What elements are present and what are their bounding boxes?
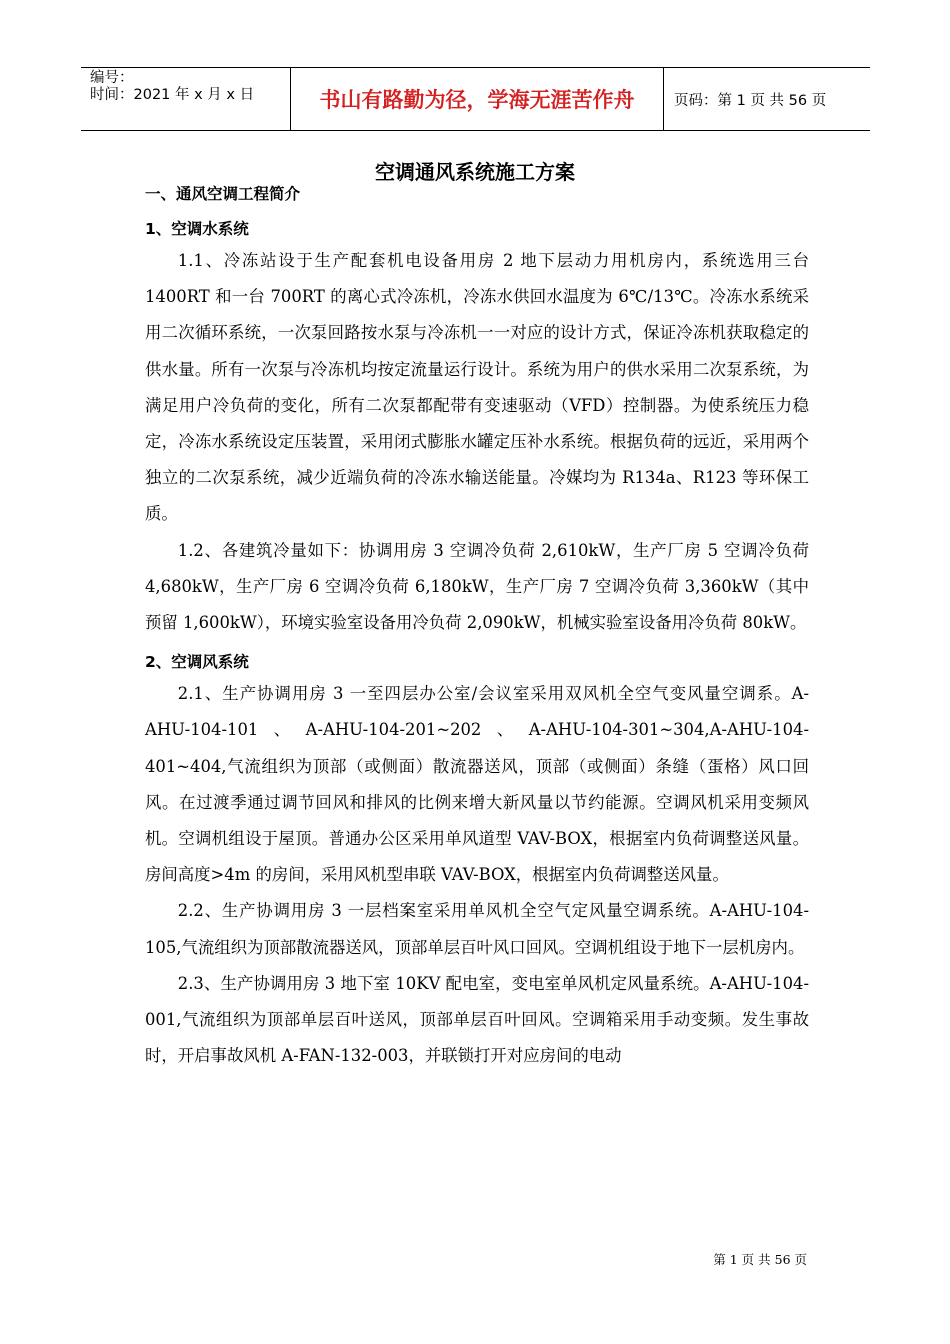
subsection-heading-water: 1、空调水系统 xyxy=(145,220,249,238)
header-meta-cell xyxy=(81,68,291,130)
subsection-heading-air: 2、空调风系统 xyxy=(145,653,249,672)
paragraph-2-3: 2.3、生产协调用房 3 地下室 10KV 配电室，变电室单风机定风量系统。A-AHU-104-001,气流组织为顶部单层百叶送风，顶部单层百叶回风。空调箱采用手动变频。发生事故时，开启事故风机 A-FAN-132-003，并联锁打开对应房间的电动 xyxy=(145,973,809,1066)
time-label: 时间：2021 年 x 月 x 日 xyxy=(90,87,255,103)
paragraph-2-1: 2.1、生产协调用房 3 一至四层办公室/会议室采用双风机全空气变风量空调系。A-AHU-104-101、A-AHU-104-201~202、A-AHU-104-301~304,A-AHU-104-401~404,气流组织为顶部（或侧面）散流器送风，顶部（或侧面）条缝（蛋格）风口回风。在过渡季通过调节回风和排风的比例来增大新风量以节约能源。空调风机采用变频风机。空调机组设于屋顶。普通办公区采用单风道型 VAV-BOX，根据室内负荷调整送风量。房间高度>4m 的房间，采用风机型串联 VAV-BOX，根据室内负荷调整送风量。 xyxy=(145,684,809,885)
paragraph-1-1: 1.1、冷冻站设于生产配套机电设备用房 2 地下层动力用机房内，系统选用三台 1400RT 和一台 700RT 的离心式冷冻机，冷冻水供回水温度为 6℃/13℃。冷冻水系统采用二次循环系统，一次泵回路按水泵与冷冻机一一对应的设计方式，保证冷冻机获取稳定的供水量。所有一次泵与冷冻机均按定流量运行设计。系统为用户的供水采用二次泵系统，为满足用户冷负荷的变化，所有二次泵都配带有变速驱动（VFD）控制器。为使系统压力稳定，冷冻水系统设定压装置，采用闭式膨胀水罐定压补水系统。根据负荷的远近，采用两个独立的二次泵系统，减少近端负荷的冷冻水输送能量。冷媒均为 R134a、R123 等环保工质。 xyxy=(145,251,809,524)
page-footer: 第 1 页 共 56 页 xyxy=(713,1252,807,1267)
paragraph-2-2: 2.2、生产协调用房 3 一层档案室采用单风机全空气定风量空调系统。A-AHU-104-105,气流组织为顶部散流器送风，顶部单层百叶风口回风。空调机组设于地下一层机房内。 xyxy=(145,901,809,957)
document-title: 空调通风系统施工方案 xyxy=(375,160,575,184)
motto: 书山有路勤为径，学海无涯苦作舟 xyxy=(291,68,664,130)
number-label: 编号： xyxy=(90,70,134,86)
page-info: 页码：第 1 页 共 56 页 xyxy=(674,92,827,109)
section-heading: 一、通风空调工程简介 xyxy=(145,185,301,203)
paragraph-1-2: 1.2、各建筑冷量如下：协调用房 3 空调冷负荷 2,610kW，生产厂房 5 空调冷负荷 4,680kW，生产厂房 6 空调冷负荷 6,180kW，生产厂房 7 空调冷负荷 3,360kW（其中预留 1,600kW），环境实验室设备用冷负荷 2,090kW，机械实验室设备用冷负荷 80kW。 xyxy=(145,540,809,633)
header-table xyxy=(81,67,870,131)
document-body xyxy=(145,180,809,1074)
